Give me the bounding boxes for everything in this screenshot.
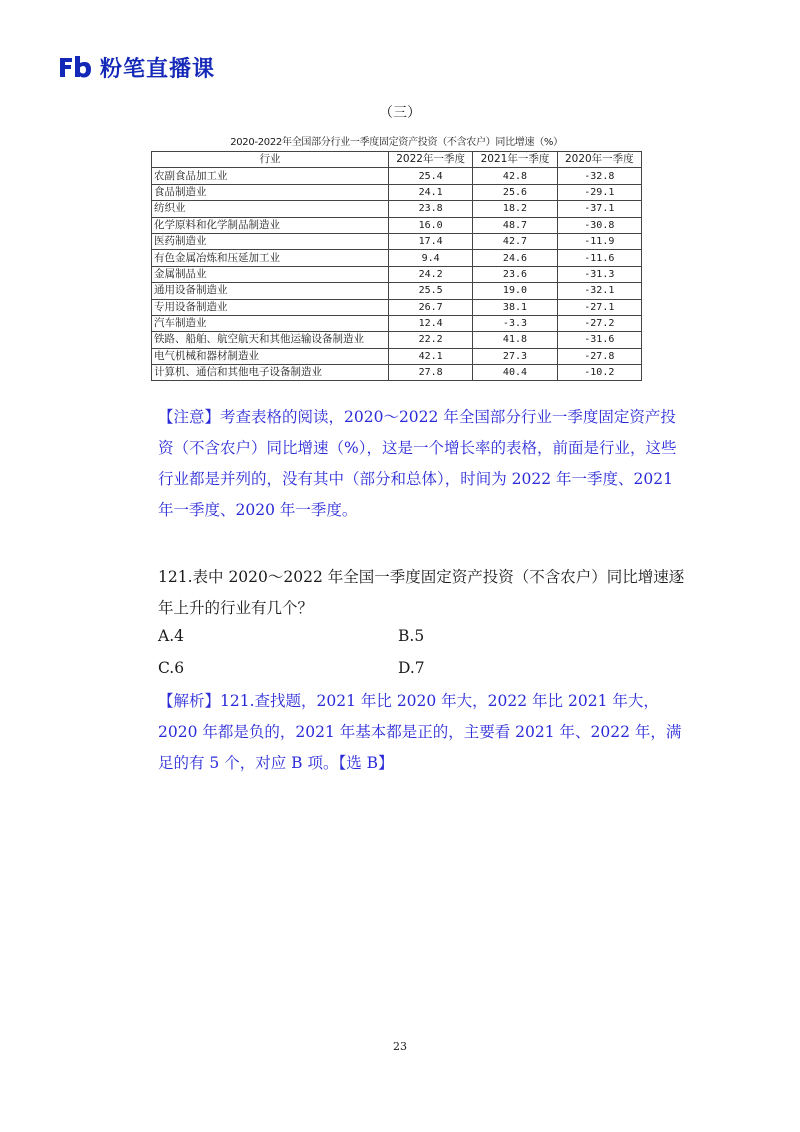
- value-cell: 42.8: [473, 168, 557, 184]
- option-b: B.5: [398, 627, 425, 645]
- industry-cell: 农副食品加工业: [152, 168, 389, 184]
- analysis-paragraph: 【解析】121.查找题，2021 年比 2020 年大，2022 年比 2021 年大，2020 年都是负的，2021 年基本都是正的，主要看 2021 年、2022 年，满足的有 5 个，对应 B 项。【选 B】: [158, 692, 682, 772]
- value-cell: -3.3: [473, 315, 557, 331]
- option-d: D.7: [398, 659, 425, 677]
- header-2022q1: 2022年一季度: [388, 152, 472, 168]
- table-row: [152, 201, 642, 217]
- value-cell: 25.4: [388, 168, 472, 184]
- value-cell: 25.6: [473, 184, 557, 200]
- brand-logo: [58, 52, 215, 82]
- value-cell: -11.6: [557, 250, 641, 266]
- industry-cell: 专用设备制造业: [152, 299, 389, 315]
- value-cell: 23.8: [388, 201, 472, 217]
- value-cell: 38.1: [473, 299, 557, 315]
- industry-cell: 通用设备制造业: [152, 283, 389, 299]
- value-cell: -32.1: [557, 283, 641, 299]
- table-row: [152, 283, 642, 299]
- value-cell: 41.8: [473, 332, 557, 348]
- value-cell: 40.4: [473, 365, 557, 381]
- industry-cell: 计算机、通信和其他电子设备制造业: [152, 365, 389, 381]
- table-row: [152, 250, 642, 266]
- value-cell: 27.3: [473, 348, 557, 364]
- page-number: 23: [393, 1040, 407, 1053]
- header-2020q1: 2020年一季度: [557, 152, 641, 168]
- value-cell: 12.4: [388, 315, 472, 331]
- value-cell: -31.6: [557, 332, 641, 348]
- value-cell: 23.6: [473, 266, 557, 282]
- table-row: [152, 217, 642, 233]
- industry-cell: 纺织业: [152, 201, 389, 217]
- value-cell: 27.8: [388, 365, 472, 381]
- value-cell: 42.1: [388, 348, 472, 364]
- value-cell: 22.2: [388, 332, 472, 348]
- data-table-figure: [151, 133, 642, 381]
- value-cell: -27.8: [557, 348, 641, 364]
- table-row: [152, 233, 642, 249]
- header-2021q1: 2021年一季度: [473, 152, 557, 168]
- value-cell: -27.1: [557, 299, 641, 315]
- value-cell: -37.1: [557, 201, 641, 217]
- table-row: [152, 299, 642, 315]
- industry-cell: 汽车制造业: [152, 315, 389, 331]
- option-a: A.4: [158, 627, 184, 645]
- table-row: [152, 168, 642, 184]
- section-title: （三）: [379, 105, 421, 121]
- note-paragraph: 【注意】考查表格的阅读，2020～2022 年全国部分行业一季度固定资产投资（不含农户）同比增速（%），这是一个增长率的表格，前面是行业，这些行业都是并列的，没有其中（部分和总体），时间为 2022 年一季度、2021 年一季度、2020 年一季度。: [158, 408, 677, 519]
- table-row: [152, 365, 642, 381]
- value-cell: -27.2: [557, 315, 641, 331]
- industry-cell: 铁路、船舶、航空航天和其他运输设备制造业: [152, 332, 389, 348]
- value-cell: 17.4: [388, 233, 472, 249]
- value-cell: 25.5: [388, 283, 472, 299]
- industry-cell: 化学原料和化学制品制造业: [152, 217, 389, 233]
- table-row: [152, 184, 642, 200]
- value-cell: 24.1: [388, 184, 472, 200]
- industry-cell: 有色金属冶炼和压延加工业: [152, 250, 389, 266]
- value-cell: -10.2: [557, 365, 641, 381]
- value-cell: 42.7: [473, 233, 557, 249]
- value-cell: -29.1: [557, 184, 641, 200]
- table-row: [152, 332, 642, 348]
- industry-cell: 食品制造业: [152, 184, 389, 200]
- industry-cell: 医药制造业: [152, 233, 389, 249]
- table-row: [152, 348, 642, 364]
- value-cell: 9.4: [388, 250, 472, 266]
- value-cell: 24.6: [473, 250, 557, 266]
- table-caption: 2020-2022年全国部分行业一季度固定资产投资（不含农户）同比增速（%）: [230, 137, 563, 148]
- value-cell: 26.7: [388, 299, 472, 315]
- question-stem: 121.表中 2020～2022 年全国一季度固定资产投资（不含农户）同比增速逐年上升的行业有几个？: [158, 568, 685, 617]
- value-cell: -11.9: [557, 233, 641, 249]
- header-industry: 行业: [152, 152, 389, 168]
- option-c: C.6: [158, 659, 185, 677]
- table-row: [152, 315, 642, 331]
- value-cell: -30.8: [557, 217, 641, 233]
- value-cell: -31.3: [557, 266, 641, 282]
- table-header-row: [152, 152, 642, 168]
- industry-cell: 电气机械和器材制造业: [152, 348, 389, 364]
- value-cell: 16.0: [388, 217, 472, 233]
- data-table: [151, 151, 642, 381]
- value-cell: 24.2: [388, 266, 472, 282]
- table-row: [152, 266, 642, 282]
- logo-text: 粉笔直播课: [100, 56, 216, 82]
- value-cell: 19.0: [473, 283, 557, 299]
- industry-cell: 金属制品业: [152, 266, 389, 282]
- value-cell: 18.2: [473, 201, 557, 217]
- value-cell: -32.8: [557, 168, 641, 184]
- fb-logo-icon: [58, 54, 92, 80]
- value-cell: 48.7: [473, 217, 557, 233]
